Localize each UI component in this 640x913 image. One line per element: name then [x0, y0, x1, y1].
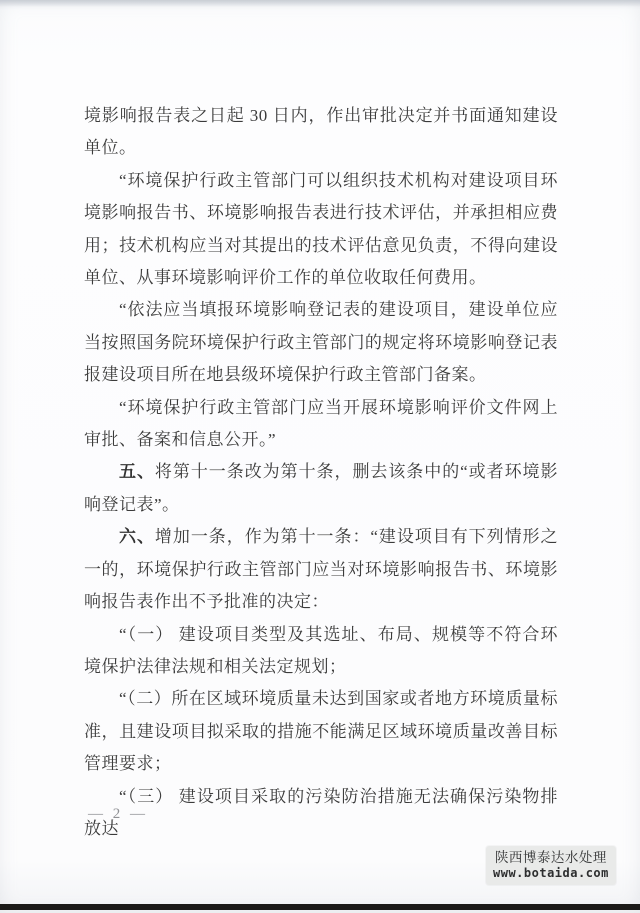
- paragraph-8-item-two: [84, 683, 558, 780]
- paragraph-5-clause-five: [84, 456, 558, 521]
- paragraph-9-item-three: [84, 781, 558, 846]
- paragraph-text: “（一） 建设项目类型及其选址、布局、规模等不符合环境保护法律法规和相关法定规划；: [84, 624, 558, 676]
- paragraph-text: “环境保护行政主管部门应当开展环境影响评价文件网上审批、备案和信息公开。”: [84, 397, 558, 450]
- paragraph-text: 境影响报告表之日起 30 日内，作出审批决定并书面通知建设单位。: [84, 106, 558, 158]
- watermark-website-url: www.botaida.com: [493, 866, 609, 880]
- watermark-company-name: 陕西博泰达水处理: [494, 850, 607, 865]
- paragraph-text: “（三） 建设项目采取的污染防治措施无法确保污染物排放达: [84, 786, 558, 838]
- paragraph-4: [84, 392, 558, 457]
- watermark-badge: [486, 846, 616, 885]
- paragraph-text: “依法应当填报环境影响登记表的建设项目，建设单位应当按照国务院环境保护行政主管部门的规定将环境影响登记表报建设项目所在地县级环境保护行政主管部门备案。: [84, 300, 558, 385]
- scan-top-edge-artifact: [0, 0, 640, 7]
- page-number: — 2 —: [88, 806, 148, 822]
- paragraph-text: 将第十一条改为第十条，删去该条中的“或者环境影响登记表”。: [84, 462, 559, 514]
- document-body: [84, 100, 558, 845]
- clause-number: 五、: [119, 462, 155, 482]
- scan-bottom-edge-bar: [0, 904, 640, 910]
- paragraph-1: [84, 100, 558, 165]
- paragraph-text: “环境保护行政主管部门可以组织技术机构对建设项目环境影响报告书、环境影响报告表进行技术评估，并承担相应费用；技术机构应当对其提出的技术评估意见负责，不得向建设单位、从事环境影响评价工作的单位收取任何费用。: [84, 170, 558, 288]
- paragraph-3: [84, 294, 558, 391]
- paragraph-2: [84, 165, 558, 295]
- paragraph-7-item-one: [84, 619, 558, 684]
- paragraph-text: “（二）所在区域环境质量未达到国家或者地方环境质量标准，且建设项目拟采取的措施不能满足区域环境质量改善目标管理要求；: [84, 689, 558, 774]
- paragraph-6-clause-six: [84, 521, 558, 618]
- clause-number: 六、: [119, 527, 155, 547]
- paragraph-text: 增加一条，作为第十一条：“建设项目有下列情形之一的，环境保护行政主管部门应当对环境影响报告书、环境影响报告表作出不予批准的决定：: [84, 527, 559, 612]
